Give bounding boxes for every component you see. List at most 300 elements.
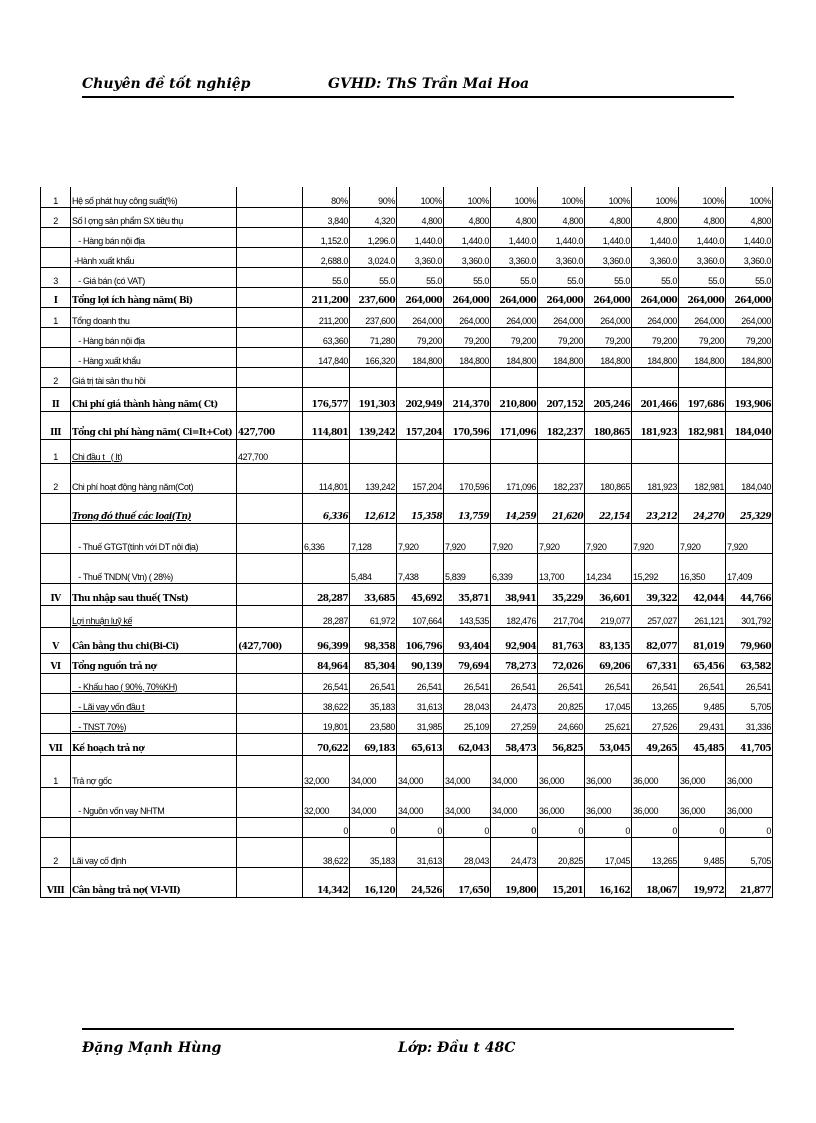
row-label-cell: - Hàng bán nội địa bbox=[71, 327, 237, 347]
value-cell: 15,292 bbox=[632, 553, 679, 583]
value-cell: 31,613 bbox=[397, 837, 444, 867]
value-cell bbox=[303, 367, 350, 387]
value-cell: 79,200 bbox=[679, 327, 726, 347]
value-cell: 36,000 bbox=[632, 755, 679, 787]
value-cell: 264,000 bbox=[726, 287, 773, 307]
row-label-cell: Hệ số phát huy công suất(%) bbox=[71, 187, 237, 207]
value-cell: 31,985 bbox=[397, 713, 444, 733]
value-cell: 182,476 bbox=[491, 605, 538, 627]
value-cell: 7,920 bbox=[491, 523, 538, 553]
value-cell bbox=[491, 367, 538, 387]
value-cell: 20,825 bbox=[538, 837, 585, 867]
value-cell: 24,473 bbox=[491, 693, 538, 713]
value-cell: 65,613 bbox=[397, 733, 444, 755]
value-cell: 24,660 bbox=[538, 713, 585, 733]
row-number-cell: 2 bbox=[41, 463, 71, 493]
table-row bbox=[41, 307, 773, 327]
value-cell: 184,800 bbox=[491, 347, 538, 367]
value-cell: 17,045 bbox=[585, 693, 632, 713]
table-row bbox=[41, 817, 773, 837]
value-cell: 182,981 bbox=[679, 463, 726, 493]
value-cell: 205,246 bbox=[585, 387, 632, 411]
value-cell: 1,440.0 bbox=[585, 227, 632, 247]
value-cell: 1,440.0 bbox=[679, 227, 726, 247]
value-cell: 19,972 bbox=[679, 867, 726, 897]
value-cell: 264,000 bbox=[585, 287, 632, 307]
value-cell: 55.0 bbox=[397, 267, 444, 287]
value-cell: 264,000 bbox=[397, 287, 444, 307]
value-cell: 56,825 bbox=[538, 733, 585, 755]
value-cell: 5,705 bbox=[726, 837, 773, 867]
value-cell: 7,920 bbox=[444, 523, 491, 553]
table-row bbox=[41, 493, 773, 523]
value-cell: 1,440.0 bbox=[397, 227, 444, 247]
value-cell: 0 bbox=[679, 817, 726, 837]
value-cell: 182,981 bbox=[679, 411, 726, 439]
value-cell: 80% bbox=[303, 187, 350, 207]
value-cell bbox=[726, 367, 773, 387]
table-body bbox=[41, 187, 773, 897]
row-number-cell: 1 bbox=[41, 307, 71, 327]
value-cell: 16,120 bbox=[350, 867, 397, 897]
value-cell bbox=[632, 367, 679, 387]
value-cell bbox=[679, 367, 726, 387]
value-cell: 7,920 bbox=[538, 523, 585, 553]
table-row bbox=[41, 267, 773, 287]
value-cell: 39,322 bbox=[632, 583, 679, 605]
value-cell: 13,265 bbox=[632, 837, 679, 867]
value-cell: 28,287 bbox=[303, 583, 350, 605]
value-cell: 55.0 bbox=[585, 267, 632, 287]
row-label-cell: - Hàng xuất khẩu bbox=[71, 347, 237, 367]
row-number-cell bbox=[41, 493, 71, 523]
value-cell: 24,270 bbox=[679, 493, 726, 523]
table-row bbox=[41, 463, 773, 493]
row-label-cell: Cân bằng trả nợ( VI-VII) bbox=[71, 867, 237, 897]
value-cell: 26,541 bbox=[726, 673, 773, 693]
value-cell: 147,840 bbox=[303, 347, 350, 367]
value-cell bbox=[303, 439, 350, 463]
table-row bbox=[41, 411, 773, 439]
value-cell: 27,526 bbox=[632, 713, 679, 733]
value-cell: 36,000 bbox=[679, 787, 726, 817]
value-cell: 26,541 bbox=[585, 673, 632, 693]
value-cell: 19,800 bbox=[491, 867, 538, 897]
value-cell: 157,204 bbox=[397, 463, 444, 493]
value-cell: 4,800 bbox=[585, 207, 632, 227]
value-cell: 55.0 bbox=[538, 267, 585, 287]
value-cell: 3,360.0 bbox=[632, 247, 679, 267]
table-row bbox=[41, 387, 773, 411]
value-cell bbox=[350, 439, 397, 463]
page-header bbox=[82, 74, 734, 98]
investment-cell bbox=[237, 187, 303, 207]
row-label-cell: Trong đó thuế các loại(Tn) bbox=[71, 493, 237, 523]
value-cell: 35,871 bbox=[444, 583, 491, 605]
investment-cell bbox=[237, 733, 303, 755]
value-cell: 93,404 bbox=[444, 627, 491, 653]
value-cell: 79,200 bbox=[444, 327, 491, 347]
value-cell: 264,000 bbox=[679, 307, 726, 327]
value-cell: 0 bbox=[397, 817, 444, 837]
value-cell: 7,438 bbox=[397, 553, 444, 583]
value-cell: 85,304 bbox=[350, 653, 397, 673]
value-cell bbox=[350, 367, 397, 387]
value-cell: 182,237 bbox=[538, 463, 585, 493]
value-cell: 26,541 bbox=[444, 673, 491, 693]
row-number-cell: II bbox=[41, 387, 71, 411]
row-number-cell bbox=[41, 227, 71, 247]
value-cell: 264,000 bbox=[632, 307, 679, 327]
row-number-cell: VII bbox=[41, 733, 71, 755]
value-cell: 7,128 bbox=[350, 523, 397, 553]
row-number-cell bbox=[41, 713, 71, 733]
value-cell: 264,000 bbox=[444, 287, 491, 307]
value-cell: 90% bbox=[350, 187, 397, 207]
investment-cell bbox=[237, 553, 303, 583]
value-cell: 28,287 bbox=[303, 605, 350, 627]
row-number-cell: III bbox=[41, 411, 71, 439]
value-cell: 96,399 bbox=[303, 627, 350, 653]
value-cell: 184,800 bbox=[444, 347, 491, 367]
value-cell: 261,121 bbox=[679, 605, 726, 627]
value-cell: 79,694 bbox=[444, 653, 491, 673]
value-cell: 171,096 bbox=[491, 411, 538, 439]
value-cell: 42,044 bbox=[679, 583, 726, 605]
value-cell: 55.0 bbox=[632, 267, 679, 287]
investment-cell bbox=[237, 583, 303, 605]
investment-cell bbox=[237, 653, 303, 673]
value-cell: 38,941 bbox=[491, 583, 538, 605]
row-number-cell: VIII bbox=[41, 867, 71, 897]
value-cell: 14,234 bbox=[585, 553, 632, 583]
investment-cell: 427,700 bbox=[237, 439, 303, 463]
value-cell: 65,456 bbox=[679, 653, 726, 673]
row-number-cell: 2 bbox=[41, 207, 71, 227]
value-cell: 13,700 bbox=[538, 553, 585, 583]
value-cell: 67,331 bbox=[632, 653, 679, 673]
table-row bbox=[41, 653, 773, 673]
value-cell: 17,409 bbox=[726, 553, 773, 583]
value-cell: 237,600 bbox=[350, 307, 397, 327]
investment-cell: (427,700) bbox=[237, 627, 303, 653]
value-cell: 100% bbox=[491, 187, 538, 207]
row-label-cell: Cân bằng thu chi(Bi-Ci) bbox=[71, 627, 237, 653]
value-cell: 29,431 bbox=[679, 713, 726, 733]
value-cell: 26,541 bbox=[679, 673, 726, 693]
value-cell: 3,360.0 bbox=[679, 247, 726, 267]
table-row bbox=[41, 439, 773, 463]
value-cell: 0 bbox=[726, 817, 773, 837]
row-number-cell bbox=[41, 347, 71, 367]
value-cell: 38,622 bbox=[303, 693, 350, 713]
table-row bbox=[41, 523, 773, 553]
value-cell: 2,688.0 bbox=[303, 247, 350, 267]
investment-cell bbox=[237, 713, 303, 733]
value-cell bbox=[303, 553, 350, 583]
row-label-cell bbox=[71, 817, 237, 837]
value-cell: 7,920 bbox=[397, 523, 444, 553]
value-cell: 171,096 bbox=[491, 463, 538, 493]
value-cell: 83,135 bbox=[585, 627, 632, 653]
value-cell: 176,577 bbox=[303, 387, 350, 411]
value-cell: 79,200 bbox=[726, 327, 773, 347]
value-cell: 0 bbox=[632, 817, 679, 837]
value-cell bbox=[397, 367, 444, 387]
row-number-cell: 1 bbox=[41, 439, 71, 463]
row-number-cell bbox=[41, 553, 71, 583]
value-cell: 114,801 bbox=[303, 411, 350, 439]
value-cell: 264,000 bbox=[632, 287, 679, 307]
value-cell: 3,360.0 bbox=[397, 247, 444, 267]
value-cell: 6,336 bbox=[303, 523, 350, 553]
value-cell: 79,960 bbox=[726, 627, 773, 653]
investment-cell bbox=[237, 817, 303, 837]
table-row bbox=[41, 553, 773, 583]
value-cell: 4,800 bbox=[397, 207, 444, 227]
value-cell: 9,485 bbox=[679, 693, 726, 713]
value-cell: 45,692 bbox=[397, 583, 444, 605]
value-cell: 26,541 bbox=[632, 673, 679, 693]
row-number-cell: I bbox=[41, 287, 71, 307]
row-label-cell: - Khấu hao ( 90%, 70%KH) bbox=[71, 673, 237, 693]
value-cell bbox=[632, 439, 679, 463]
row-number-cell: V bbox=[41, 627, 71, 653]
value-cell: 5,484 bbox=[350, 553, 397, 583]
value-cell: 78,273 bbox=[491, 653, 538, 673]
value-cell: 237,600 bbox=[350, 287, 397, 307]
value-cell: 217,704 bbox=[538, 605, 585, 627]
value-cell: 201,466 bbox=[632, 387, 679, 411]
row-number-cell bbox=[41, 787, 71, 817]
value-cell: 55.0 bbox=[350, 267, 397, 287]
table-row bbox=[41, 755, 773, 787]
row-label-cell: Trả nợ gốc bbox=[71, 755, 237, 787]
value-cell: 170,596 bbox=[444, 411, 491, 439]
row-number-cell: 1 bbox=[41, 755, 71, 787]
value-cell: 193,906 bbox=[726, 387, 773, 411]
value-cell: 34,000 bbox=[444, 787, 491, 817]
value-cell: 157,204 bbox=[397, 411, 444, 439]
value-cell: 7,920 bbox=[679, 523, 726, 553]
value-cell: 0 bbox=[585, 817, 632, 837]
value-cell: 7,920 bbox=[726, 523, 773, 553]
value-cell bbox=[491, 439, 538, 463]
value-cell: 25,329 bbox=[726, 493, 773, 523]
table-row bbox=[41, 287, 773, 307]
row-number-cell: VI bbox=[41, 653, 71, 673]
value-cell: 264,000 bbox=[444, 307, 491, 327]
value-cell: 84,964 bbox=[303, 653, 350, 673]
value-cell: 100% bbox=[679, 187, 726, 207]
value-cell: 166,320 bbox=[350, 347, 397, 367]
value-cell: 182,237 bbox=[538, 411, 585, 439]
table-row bbox=[41, 867, 773, 897]
value-cell: 207,152 bbox=[538, 387, 585, 411]
row-label-cell: Tổng nguồn trả nợ bbox=[71, 653, 237, 673]
value-cell: 202,949 bbox=[397, 387, 444, 411]
value-cell: 31,336 bbox=[726, 713, 773, 733]
value-cell: 13,759 bbox=[444, 493, 491, 523]
row-label-cell: - Lãi vay vốn đầu t bbox=[71, 693, 237, 713]
value-cell: 210,800 bbox=[491, 387, 538, 411]
value-cell: 264,000 bbox=[585, 307, 632, 327]
value-cell: 26,541 bbox=[303, 673, 350, 693]
value-cell: 17,045 bbox=[585, 837, 632, 867]
value-cell: 7,920 bbox=[632, 523, 679, 553]
value-cell: 100% bbox=[585, 187, 632, 207]
value-cell: 36,000 bbox=[726, 755, 773, 787]
value-cell: 36,601 bbox=[585, 583, 632, 605]
value-cell: 0 bbox=[303, 817, 350, 837]
table-row bbox=[41, 347, 773, 367]
value-cell: 81,763 bbox=[538, 627, 585, 653]
value-cell: 22,154 bbox=[585, 493, 632, 523]
value-cell: 264,000 bbox=[538, 287, 585, 307]
value-cell bbox=[538, 367, 585, 387]
value-cell: 26,541 bbox=[350, 673, 397, 693]
value-cell: 15,358 bbox=[397, 493, 444, 523]
investment-cell bbox=[237, 207, 303, 227]
value-cell: 264,000 bbox=[726, 307, 773, 327]
value-cell: 0 bbox=[538, 817, 585, 837]
row-label-cell: - Giá bán (có VAT) bbox=[71, 267, 237, 287]
value-cell: 36,000 bbox=[538, 755, 585, 787]
value-cell: 26,541 bbox=[491, 673, 538, 693]
table-row bbox=[41, 247, 773, 267]
investment-cell bbox=[237, 493, 303, 523]
value-cell: 1,440.0 bbox=[491, 227, 538, 247]
investment-cell bbox=[237, 693, 303, 713]
value-cell: 3,024.0 bbox=[350, 247, 397, 267]
value-cell: 36,000 bbox=[679, 755, 726, 787]
value-cell: 34,000 bbox=[444, 755, 491, 787]
value-cell: 24,473 bbox=[491, 837, 538, 867]
value-cell: 35,183 bbox=[350, 693, 397, 713]
value-cell: 55.0 bbox=[679, 267, 726, 287]
table-row bbox=[41, 583, 773, 605]
investment-cell bbox=[237, 307, 303, 327]
table-row bbox=[41, 627, 773, 653]
value-cell: 6,336 bbox=[303, 493, 350, 523]
value-cell: 170,596 bbox=[444, 463, 491, 493]
value-cell: 27,259 bbox=[491, 713, 538, 733]
value-cell: 5,839 bbox=[444, 553, 491, 583]
value-cell: 107,664 bbox=[397, 605, 444, 627]
value-cell: 184,800 bbox=[679, 347, 726, 367]
footer-author: Đặng Mạnh Hùng bbox=[82, 1040, 222, 1056]
value-cell: 34,000 bbox=[350, 755, 397, 787]
value-cell: 49,265 bbox=[632, 733, 679, 755]
value-cell: 184,040 bbox=[726, 463, 773, 493]
value-cell: 12,612 bbox=[350, 493, 397, 523]
value-cell: 4,800 bbox=[726, 207, 773, 227]
value-cell: 62,043 bbox=[444, 733, 491, 755]
table-row bbox=[41, 207, 773, 227]
investment-cell bbox=[237, 287, 303, 307]
row-label-cell: - Hàng bán nội địa bbox=[71, 227, 237, 247]
row-label-cell: Chi phí giá thành hàng năm( Ct) bbox=[71, 387, 237, 411]
value-cell: 79,200 bbox=[397, 327, 444, 347]
value-cell: 191,303 bbox=[350, 387, 397, 411]
value-cell: 44,766 bbox=[726, 583, 773, 605]
value-cell: 15,201 bbox=[538, 867, 585, 897]
value-cell: 1,440.0 bbox=[444, 227, 491, 247]
value-cell: 7,920 bbox=[585, 523, 632, 553]
value-cell: 1,440.0 bbox=[726, 227, 773, 247]
value-cell: 25,109 bbox=[444, 713, 491, 733]
value-cell: 21,620 bbox=[538, 493, 585, 523]
value-cell: 14,259 bbox=[491, 493, 538, 523]
value-cell: 114,801 bbox=[303, 463, 350, 493]
value-cell: 58,473 bbox=[491, 733, 538, 755]
value-cell: 90,139 bbox=[397, 653, 444, 673]
table-row bbox=[41, 787, 773, 817]
row-label-cell: Tổng chi phí hàng năm( Ci=It+Cot) bbox=[71, 411, 237, 439]
value-cell: 92,904 bbox=[491, 627, 538, 653]
investment-cell bbox=[237, 605, 303, 627]
investment-cell bbox=[237, 673, 303, 693]
value-cell: 71,280 bbox=[350, 327, 397, 347]
row-number-cell: 3 bbox=[41, 267, 71, 287]
value-cell: 79,200 bbox=[491, 327, 538, 347]
row-label-cell: Chi phí hoạt động hàng năm(Cot) bbox=[71, 463, 237, 493]
value-cell: 17,650 bbox=[444, 867, 491, 897]
value-cell bbox=[679, 439, 726, 463]
value-cell: 9,485 bbox=[679, 837, 726, 867]
row-number-cell bbox=[41, 247, 71, 267]
value-cell: 34,000 bbox=[397, 787, 444, 817]
value-cell: 1,152.0 bbox=[303, 227, 350, 247]
value-cell: 100% bbox=[538, 187, 585, 207]
value-cell: 41,705 bbox=[726, 733, 773, 755]
value-cell: 16,350 bbox=[679, 553, 726, 583]
investment-cell bbox=[237, 347, 303, 367]
value-cell: 23,580 bbox=[350, 713, 397, 733]
row-label-cell: - Nguồn vốn vay NHTM bbox=[71, 787, 237, 817]
value-cell: 32,000 bbox=[303, 787, 350, 817]
investment-cell bbox=[237, 787, 303, 817]
value-cell: 34,000 bbox=[397, 755, 444, 787]
header-title: Chuyên đề tốt nghiệp bbox=[82, 76, 251, 92]
value-cell: 211,200 bbox=[303, 307, 350, 327]
investment-cell: 427,700 bbox=[237, 411, 303, 439]
table-row bbox=[41, 227, 773, 247]
financial-table bbox=[40, 187, 773, 898]
value-cell: 106,796 bbox=[397, 627, 444, 653]
value-cell: 211,200 bbox=[303, 287, 350, 307]
value-cell: 3,360.0 bbox=[444, 247, 491, 267]
value-cell: 4,800 bbox=[444, 207, 491, 227]
row-number-cell bbox=[41, 673, 71, 693]
table-row bbox=[41, 837, 773, 867]
value-cell: 31,613 bbox=[397, 693, 444, 713]
investment-cell bbox=[237, 367, 303, 387]
value-cell: 55.0 bbox=[303, 267, 350, 287]
value-cell bbox=[444, 439, 491, 463]
row-label-cell: Tổng lợi ích hàng năm( Bi) bbox=[71, 287, 237, 307]
value-cell: 184,800 bbox=[538, 347, 585, 367]
value-cell: 25,621 bbox=[585, 713, 632, 733]
footer-divider bbox=[82, 1028, 734, 1030]
row-number-cell: IV bbox=[41, 583, 71, 605]
table-row bbox=[41, 367, 773, 387]
value-cell: 28,043 bbox=[444, 693, 491, 713]
value-cell: 180,865 bbox=[585, 411, 632, 439]
value-cell: 0 bbox=[444, 817, 491, 837]
value-cell: 34,000 bbox=[350, 787, 397, 817]
table-row bbox=[41, 187, 773, 207]
